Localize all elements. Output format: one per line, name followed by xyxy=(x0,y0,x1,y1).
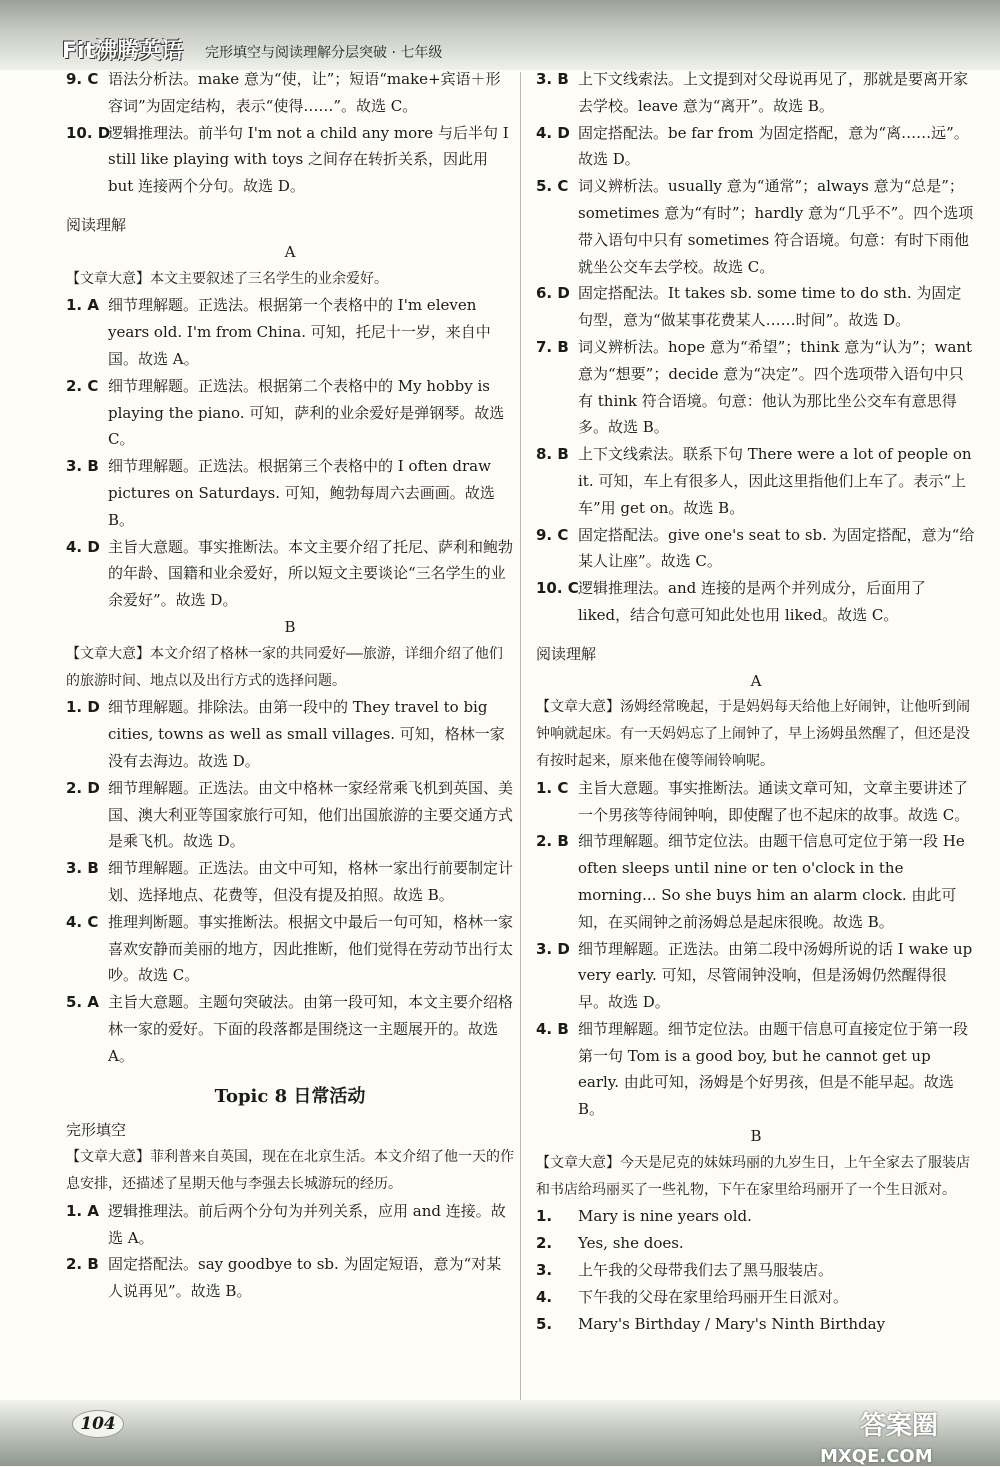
answer-item xyxy=(66,694,514,774)
answer-number: 7. B xyxy=(536,337,569,356)
passage-label: B xyxy=(750,1127,762,1146)
answer-number: 6. D xyxy=(536,284,570,303)
answer-item xyxy=(536,1016,976,1123)
page-header xyxy=(0,0,1000,70)
answer-item xyxy=(536,1284,976,1311)
answer-item xyxy=(66,120,514,200)
answer-item xyxy=(536,775,976,829)
answer-text: 主旨大意题。事实推断法。本文主要介绍了托尼、萨利和鲍勃的年龄、国籍和业余爱好，所以短文主要谈论“三名学生的业余爱好”。故选 D。 xyxy=(108,537,514,610)
answer-text: 细节理解题。正选法。由文中可知，格林一家出行前要制定计划、选择地点、花费等，但没有提及拍照。故选 B。 xyxy=(108,859,514,904)
answer-text: 细节理解题。正选法。根据第一个表格中的 I'm eleven years old. I'm from China. 可知，托尼十一岁，来自中国。故选 A。 xyxy=(108,296,491,368)
answer-text: 细节理解题。排除法。由第一段中的 They travel to big cities, towns as well as small villages. 可知，格林一家没有去海边。故选 D。 xyxy=(108,698,505,770)
answer-number: 4. B xyxy=(536,1019,569,1038)
answer-number: 4. D xyxy=(536,123,570,142)
answer-item xyxy=(66,1251,514,1305)
answer-item xyxy=(66,909,514,989)
passage-summary: 【文章大意】汤姆经常晚起，于是妈妈每天给他上好闹钟，让他听到闹钟响就起床。有一天妈妈忘了上闹钟了，早上汤姆虽然醒了，但还是没有按时起来，原来他在傻等闹铃响呢。 xyxy=(536,699,970,769)
answer-item xyxy=(536,1311,976,1338)
answer-number: 10. C xyxy=(536,579,579,598)
answer-item xyxy=(536,120,976,174)
page-number: 104 xyxy=(72,1410,124,1438)
answer-number: 3. B xyxy=(66,859,99,878)
section-heading: 阅读理解 xyxy=(66,215,127,234)
answer-number: 8. B xyxy=(536,445,569,464)
answer-number: 3. D xyxy=(536,939,570,958)
answer-number: 5. A xyxy=(66,993,99,1012)
answer-number: 5. C xyxy=(536,177,569,196)
answer-number: 1. xyxy=(536,1207,553,1226)
section-heading: 完形填空 xyxy=(66,1121,127,1140)
passage-summary: 【文章大意】今天是尼克的妹妹玛丽的九岁生日，上午全家去了服装店和书店给玛丽买了一些礼物，下午在家里给玛丽开了一个生日派对。 xyxy=(536,1154,970,1198)
answer-text: 细节理解题。正选法。根据第二个表格中的 My hobby is playing the piano. 可知，萨利的业余爱好是弹钢琴。故选 C。 xyxy=(108,376,505,449)
answer-number: 2. xyxy=(536,1234,553,1253)
answer-text: 上下文线索法。上文提到对父母说再见了，那就是要离开家去学校。leave 意为“离开”。故选 B。 xyxy=(578,70,969,115)
answer-item xyxy=(536,575,976,629)
answer-text: 主旨大意题。主题句突破法。由第一段可知，本文主要介绍格林一家的爱好。下面的段落都是围绕这一主题展开的。故选 A。 xyxy=(108,993,514,1065)
topic-title: Topic 8 日常活动 xyxy=(214,1086,366,1108)
answer-text: 固定搭配法。It takes sb. some time to do sth. 为固定句型，意为“做某事花费某人……时间”。故选 D。 xyxy=(578,284,962,330)
answer-item xyxy=(536,66,976,120)
right-column xyxy=(536,66,976,1337)
answer-number: 2. C xyxy=(66,376,99,395)
answer-item xyxy=(66,775,514,855)
answer-item xyxy=(66,373,514,453)
answer-item xyxy=(66,66,514,120)
answer-text: 上午我的父母带我们去了黑马服装店。 xyxy=(578,1261,834,1280)
answer-number: 2. B xyxy=(536,832,569,851)
answer-number: 3. B xyxy=(66,457,99,476)
answer-number: 1. A xyxy=(66,296,99,315)
answer-text: 上下文线索法。联系下句 There were a lot of people on it. 可知，车上有很多人，因此这里指他们上车了。表示“上车”用 get on。故选 B。 xyxy=(578,445,972,517)
answer-text: 推理判断题。事实推断法。根据文中最后一句可知，格林一家喜欢安静而美丽的地方，因此推断，他们觉得在劳动节出行太吵。故选 C。 xyxy=(108,912,514,985)
answer-number: 4. D xyxy=(66,537,100,556)
answer-text: 细节理解题。正选法。由第二段中汤姆所说的话 I wake up very early. 可知，尽管闹钟没响，但是汤姆仍然醒得很早。故选 D。 xyxy=(578,939,973,1012)
answer-text: 词义辨析法。usually 意为“通常”；always 意为“总是”；sometimes 意为“有时”；hardly 意为“几乎不”。四个选项带入语句中只有 sometimes 符合语境。句意：有时下雨他就坐公交车去学校。故选 C。 xyxy=(578,177,974,276)
book-subtitle: 完形填空与阅读理解分层突破 · 七年级 xyxy=(205,45,443,61)
answer-text: 下午我的父母在家里给玛丽开生日派对。 xyxy=(578,1287,849,1306)
answer-item xyxy=(66,292,514,372)
passage-label: A xyxy=(750,671,762,690)
answer-text: 固定搭配法。give one's seat to sb. 为固定搭配，意为“给某人让座”。故选 C。 xyxy=(578,525,975,571)
brand-logo: Fit沸腾英语 xyxy=(62,39,184,64)
answer-number: 2. D xyxy=(66,778,100,797)
answer-item xyxy=(536,1257,976,1284)
answer-text: 语法分析法。make 意为“使，让”；短语“make+宾语＋形容词”为固定结构，表示“使得……”。故选 C。 xyxy=(108,70,501,115)
answer-text: 词义辨析法。hope 意为“希望”；think 意为“认为”；want 意为“想要”；decide 意为“决定”。四个选项带入语句中只有 think 符合语境。句意：他认为那比坐公交车有意思得多。故选 B。 xyxy=(578,337,973,437)
answer-number: 3. xyxy=(536,1261,553,1280)
answer-number: 4. xyxy=(536,1287,553,1306)
answer-item xyxy=(66,855,514,909)
answer-text: 细节理解题。细节定位法。由题干信息可定位于第一段 He often sleeps until nine or ten o'clock in the morning... So she buys him an alarm clock. 由此可知，在买闹钟之前汤姆总是起床很晚。故选 B。 xyxy=(578,832,965,931)
answer-number: 3. B xyxy=(536,70,569,88)
answer-number: 1. C xyxy=(536,778,569,797)
answer-text: 固定搭配法。be far from 为固定搭配，意为“离……远”。故选 D。 xyxy=(578,123,969,169)
answer-text: 细节理解题。正选法。由文中格林一家经常乘飞机到英国、美国、澳大利亚等国家旅行可知，他们出国旅游的主要交通方式是乘飞机。故选 D。 xyxy=(108,778,514,851)
answer-item xyxy=(536,522,976,576)
answer-item xyxy=(536,280,976,334)
answer-item xyxy=(66,989,514,1069)
answer-text: 逻辑推理法。前半句 I'm not a child any more 与后半句 I still like playing with toys 之间存在转折关系，因此用 but 连接两个分句。故选 D。 xyxy=(108,123,509,196)
answer-item xyxy=(536,936,976,1016)
answer-item xyxy=(536,1203,976,1230)
answer-item xyxy=(66,1198,514,1252)
answer-item xyxy=(536,441,976,521)
answer-number: 9. C xyxy=(66,70,99,88)
site-watermark xyxy=(820,1405,938,1467)
answer-text: Mary is nine years old. xyxy=(578,1207,752,1226)
section-heading: 阅读理解 xyxy=(536,644,597,663)
answer-item xyxy=(536,1230,976,1257)
answer-number: 5. xyxy=(536,1314,553,1333)
watermark-logo-text: 答案圈 xyxy=(860,1411,939,1441)
answer-number: 1. D xyxy=(66,698,100,717)
answer-number: 4. C xyxy=(66,912,99,931)
answer-number: 1. A xyxy=(66,1201,99,1220)
passage-label: B xyxy=(284,617,296,636)
answer-text: Yes, she does. xyxy=(578,1234,684,1253)
answer-item xyxy=(536,828,976,935)
answer-text: 逻辑推理法。前后两个分句为并列关系，应用 and 连接。故选 A。 xyxy=(108,1201,506,1247)
answer-number: 10. D xyxy=(66,123,111,142)
answer-text: 固定搭配法。say goodbye to sb. 为固定短语，意为“对某人说再见”。故选 B。 xyxy=(108,1255,502,1301)
answer-item xyxy=(66,534,514,614)
answer-text: 细节理解题。细节定位法。由题干信息可直接定位于第一段第一句 Tom is a good boy, but he cannot get up early. 由此可知，汤姆是个好男孩，但是不能早起。故选 B。 xyxy=(578,1019,969,1119)
passage-summary: 【文章大意】本文主要叙述了三名学生的业余爱好。 xyxy=(66,270,388,287)
answer-number: 2. B xyxy=(66,1255,99,1274)
answer-text: Mary's Birthday / Mary's Ninth Birthday xyxy=(578,1314,886,1333)
answer-item xyxy=(536,173,976,280)
answer-item xyxy=(66,453,514,533)
left-column xyxy=(66,66,514,1305)
column-divider xyxy=(520,72,521,1402)
answer-text: 逻辑推理法。and 连接的是两个并列成分，后面用了 liked，结合句意可知此处也用 liked。故选 C。 xyxy=(578,579,926,624)
answer-text: 细节理解题。正选法。根据第三个表格中的 I often draw pictures on Saturdays. 可知，鲍勃每周六去画画。故选 B。 xyxy=(108,457,495,529)
passage-label: A xyxy=(284,242,296,261)
watermark-url: MXQE.COM xyxy=(820,1446,933,1467)
answer-text: 主旨大意题。事实推断法。通读文章可知，文章主要讲述了一个男孩等待闹钟响，即使醒了也不起床的故事。故选 C。 xyxy=(578,778,970,824)
passage-summary: 【文章大意】本文介绍了格林一家的共同爱好——旅游，详细介绍了他们的旅游时间、地点以及出行方式的选择问题。 xyxy=(66,645,503,689)
answer-item xyxy=(536,334,976,441)
answer-number: 9. C xyxy=(536,525,569,544)
passage-summary: 【文章大意】菲利普来自英国，现在在北京生活。本文介绍了他一天的作息安排，还描述了星期天他与李强去长城游玩的经历。 xyxy=(66,1149,514,1193)
